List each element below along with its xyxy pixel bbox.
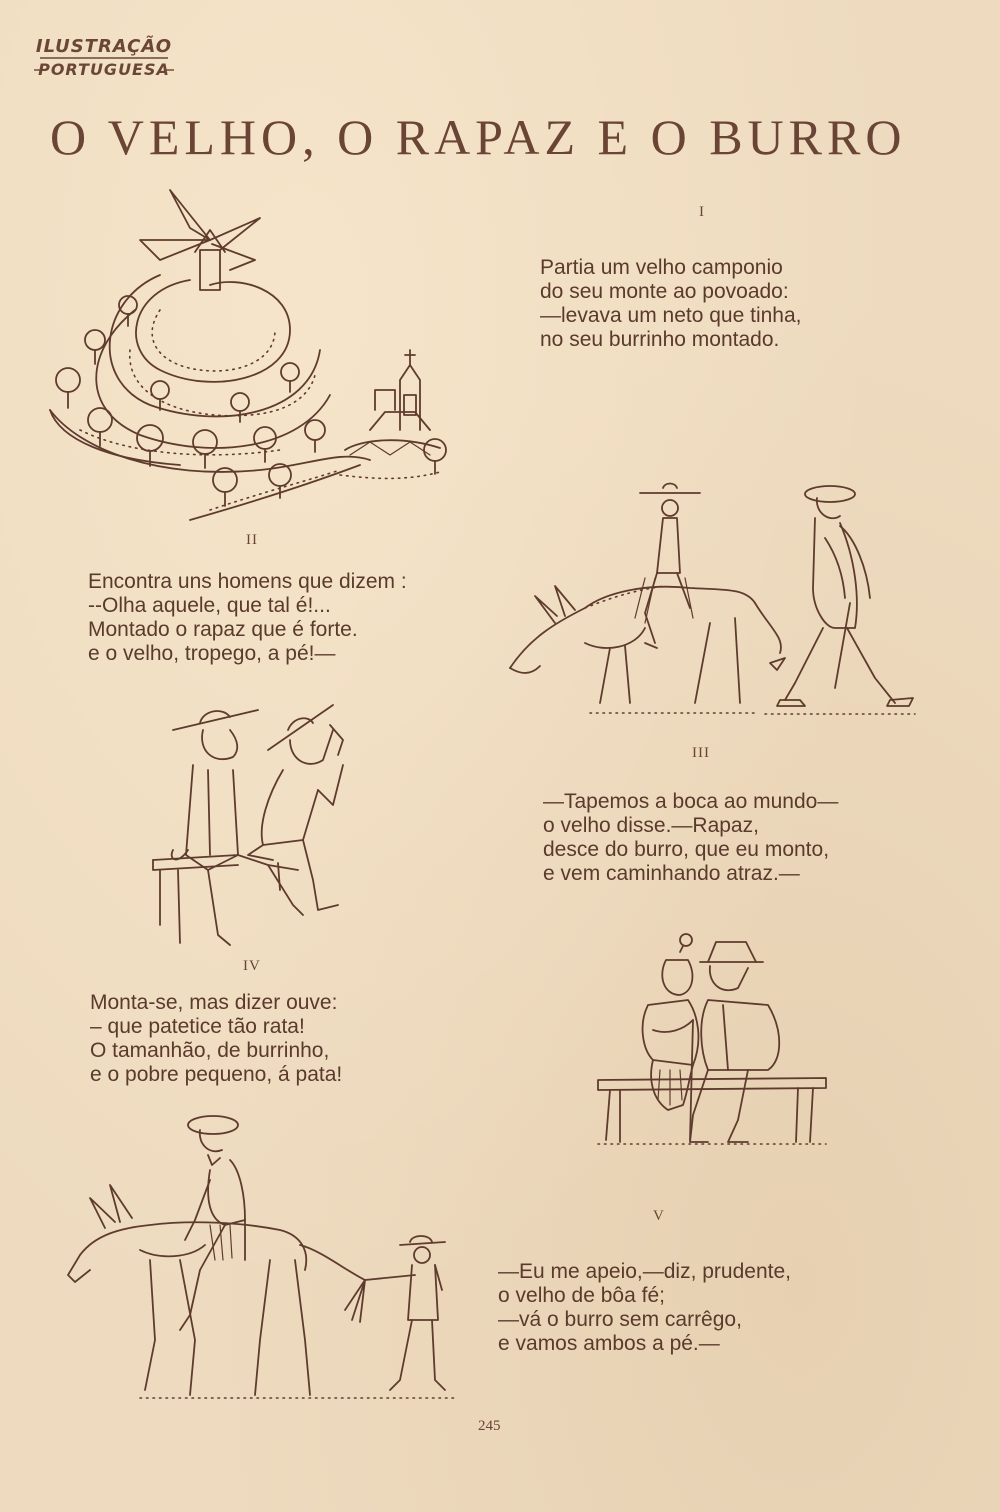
- stanza-line: e o pobre pequeno, á pata!: [90, 1063, 343, 1086]
- stanza-3: [543, 790, 838, 886]
- page-number: 245: [478, 1418, 501, 1434]
- stanza-line: no seu burrinho montado.: [540, 328, 780, 351]
- stanza-line: Partia um velho camponio: [540, 256, 783, 279]
- masthead-logo: [34, 30, 174, 92]
- stanza-4: [90, 991, 342, 1087]
- stanza-line: o velho disse.—Rapaz,: [543, 814, 759, 837]
- stanza-line: --Olha aquele, que tal é!...: [88, 594, 331, 617]
- masthead-line-2: PORTUGUESA: [38, 60, 170, 79]
- stanza-line: O tamanhão, de burrinho,: [90, 1039, 330, 1062]
- stanza-2-numeral: II: [246, 532, 258, 548]
- stanza-line: Montado o rapaz que é forte.: [88, 618, 358, 641]
- stanza-line: —Tapemos a boca ao mundo—: [543, 790, 839, 813]
- man-riding-donkey-illustration: [60, 1110, 460, 1400]
- stanza-4-numeral: IV: [243, 958, 261, 974]
- boy-riding-donkey-illustration: [495, 478, 925, 723]
- stanza-line: —Eu me apeio,—diz, prudente,: [498, 1260, 791, 1283]
- stanza-line: e vem caminhando atraz.—: [543, 862, 800, 885]
- stanza-line: Encontra uns homens que dizem :: [88, 570, 407, 593]
- stanza-line: o velho de bôa fé;: [498, 1284, 665, 1307]
- stanza-1-numeral: I: [699, 204, 705, 220]
- stanza-3-numeral: III: [692, 745, 710, 761]
- stanza-line: e vamos ambos a pé.—: [498, 1332, 720, 1355]
- masthead-line-1: ILUSTRAÇÃO: [35, 36, 173, 57]
- stanza-5-numeral: V: [653, 1208, 665, 1224]
- couple-on-bench-illustration: [598, 930, 828, 1150]
- stanza-line: – que patetice tão rata!: [90, 1015, 305, 1038]
- stanza-line: —levava um neto que tinha,: [540, 304, 802, 327]
- page-title: O VELHO, O RAPAZ E O BURRO: [50, 109, 907, 165]
- stanza-5: [498, 1260, 791, 1356]
- stanza-line: e o velho, tropego, a pé!—: [88, 642, 336, 665]
- stanza-line: desce do burro, que eu monto,: [543, 838, 830, 861]
- hill-windmill-illustration: [40, 180, 460, 530]
- stanza-line: Monta-se, mas dizer ouve:: [90, 991, 338, 1014]
- stanza-1: [540, 256, 802, 352]
- men-on-bench-illustration: [148, 695, 358, 950]
- stanza-2: [88, 570, 407, 666]
- stanza-line: do seu monte ao povoado:: [540, 280, 789, 303]
- stanza-line: —vá o burro sem carrêgo,: [498, 1308, 742, 1331]
